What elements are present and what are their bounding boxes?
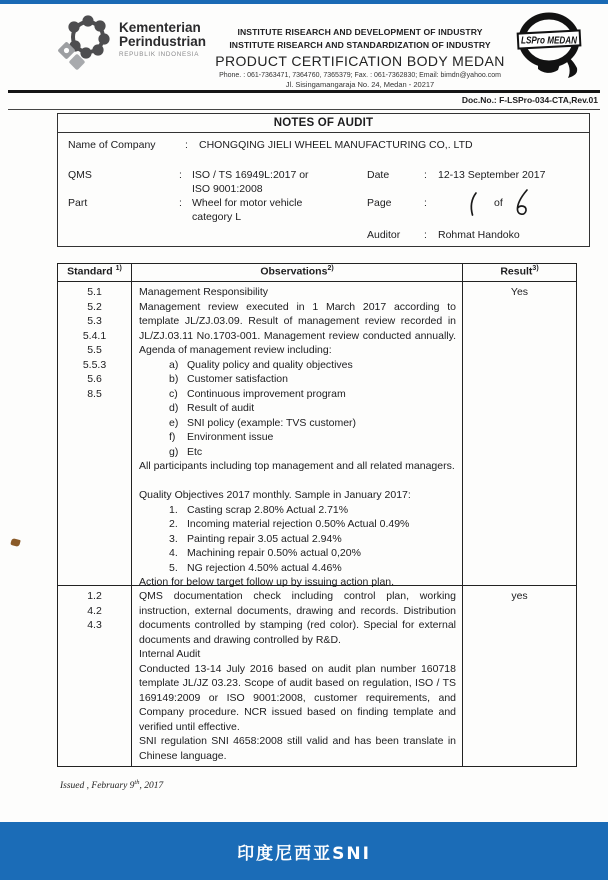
institute-line1: INSTITUTE RISEARCH AND DEVELOPMENT OF INDUSTRY	[237, 27, 483, 37]
qms-label: QMS	[68, 169, 92, 181]
qms-value-line1: ISO / TS 16949L:2017 or	[192, 169, 309, 181]
observation-list-item: d) Result of audit	[169, 402, 255, 414]
obs-paragraph: Management review executed in 1 March 2017 according to template JL/ZJ.03.09. Result of management review recorded in JL/ZJ.03.11 No.1703-001. Management review conducted annually. Agenda of management review including:	[139, 300, 456, 356]
obs-paragraph: Quality Objectives 2017 monthly. Sample in January 2017:	[139, 489, 411, 501]
contact-line: Phone. : 061-7363471, 7364760, 7365379; Fax. : 061-7362830; Email: bimdn@yahoo.com	[219, 72, 501, 79]
part-value-line2: category L	[192, 211, 242, 223]
obs-heading: Internal Audit	[139, 648, 201, 660]
observations-cell	[132, 282, 463, 588]
lspro-medan-logo-icon	[508, 8, 590, 84]
observation-list-item: 1. Casting scrap 2.80% Actual 2.71%	[169, 503, 349, 516]
part-label: Part	[68, 197, 88, 209]
doc-number: Doc.No.: F-LSPro-034-CTA,Rev.01	[461, 95, 598, 105]
col-header-standard: Standard $^{1)}$	[58, 264, 132, 282]
date-label: Date	[367, 169, 390, 181]
audit-table	[57, 263, 577, 767]
ministry-name-line1: Kementerian	[119, 20, 201, 35]
date-value: 12-13 September 2017	[438, 169, 546, 181]
observation-list-item: c) Continuous improvement program	[169, 387, 346, 400]
document-title: NOTES OF AUDIT	[58, 114, 589, 133]
ministry-name-line3: REPUBLIK INDONESIA	[119, 51, 200, 58]
lspro-logo-text: LSPro MEDAN	[521, 35, 578, 47]
issued-date-line: Issued , February 9th, 2017	[60, 779, 164, 792]
part-colon: :	[179, 197, 182, 209]
top-blue-strip	[0, 0, 608, 4]
observation-list-item: 2. Incoming material rejection 0.50% Actual 0.49%	[169, 518, 410, 530]
obs-paragraph: All participants including top management and all related managers.	[139, 460, 455, 472]
observation-list-item: g) Etc	[169, 445, 203, 458]
obs-paragraph: Action for below target follow up by issuing action plan.	[139, 576, 395, 588]
part-value-line1: Wheel for motor vehicle	[192, 197, 303, 209]
header-rule-thick	[8, 90, 600, 93]
obs-paragraph: Conducted 13-14 July 2016 based on audit plan number 160718 template JL/JZ 03.23. Scope of audit based on regulation, ISO / TS 169149:2009 or ISO 9001:2008, customer requirements, and Company procedure. NCR issued based on finding template and verified until effective.	[139, 662, 456, 733]
certification-body-name: PRODUCT CERTIFICATION BODY MEDAN	[215, 53, 505, 69]
auditor-colon: :	[424, 229, 427, 241]
observations-cell	[132, 586, 463, 766]
observation-list-item: e) SNI policy (example: TVS customer)	[169, 416, 357, 429]
handwritten-page-current	[466, 191, 480, 217]
observation-list-item: 5. NG rejection 4.50% actual 4.46%	[169, 561, 342, 574]
footer-banner-text: 印度尼西亚SNI	[237, 843, 371, 864]
result-cell: yes	[511, 590, 528, 602]
date-colon: :	[424, 169, 427, 181]
footer-banner	[0, 822, 608, 880]
observation-list-item: b) Customer satisfaction	[169, 373, 288, 385]
qms-colon: :	[179, 169, 182, 181]
qms-value-line2: ISO 9001:2008	[192, 183, 263, 195]
standard-cell: 5.1 5.2 5.3 5.4.1 5.5 5.5.3 5.6 8.5	[58, 282, 132, 585]
company-value: CHONGQING JIELI WHEEL MANUFACTURING CO,. LTD	[199, 139, 473, 151]
result-cell: Yes	[510, 286, 529, 298]
scan-ink-artifact	[10, 538, 21, 547]
table-row	[58, 586, 576, 766]
col-header-observations: Observations$^{2)}$	[132, 264, 463, 282]
obs-heading: Management Responsibility	[139, 286, 268, 298]
obs-paragraph: SNI regulation SNI 4658:2008 still valid and has been translate in Chinese language.	[139, 735, 456, 762]
col-header-result: Result$^{3)}$	[463, 264, 576, 282]
ministry-gear-logo-icon	[54, 12, 116, 74]
page-colon: :	[424, 197, 427, 209]
header-rule-thin	[8, 109, 600, 110]
audit-table-header	[58, 264, 576, 282]
observation-list-item: 3. Painting repair 3.05 actual 2.94%	[169, 532, 342, 545]
table-row	[58, 282, 576, 586]
handwritten-page-total	[512, 188, 530, 220]
institute-line2: INSTITUTE RISEARCH AND STANDARDIZATION OF INDUSTRY	[229, 40, 491, 50]
observation-list-item: a) Quality policy and quality objectives	[169, 358, 353, 371]
obs-paragraph: QMS documentation check including control plan, working instruction, external documents, drawing and records. Distribution documents controlled by stamping (red color). Special for external documents and drawing controlled by R&D.	[139, 590, 456, 646]
standard-cell: 1.2 4.2 4.3	[58, 586, 132, 766]
observation-list-item: f) Environment issue	[169, 431, 274, 443]
page-of-text: of	[494, 197, 503, 209]
observation-list-item: 4. Machining repair 0.50% actual 0,20%	[169, 547, 361, 559]
address-line: Jl. Sisingamangaraja No. 24, Medan - 20217	[285, 80, 435, 89]
ministry-name-line2: Perindustrian	[119, 34, 207, 49]
company-label: Name of Company	[68, 139, 156, 151]
company-colon: :	[185, 139, 188, 151]
page-label: Page	[367, 197, 392, 209]
auditor-value: Rohmat Handoko	[438, 229, 520, 241]
auditor-label: Auditor	[367, 229, 401, 241]
